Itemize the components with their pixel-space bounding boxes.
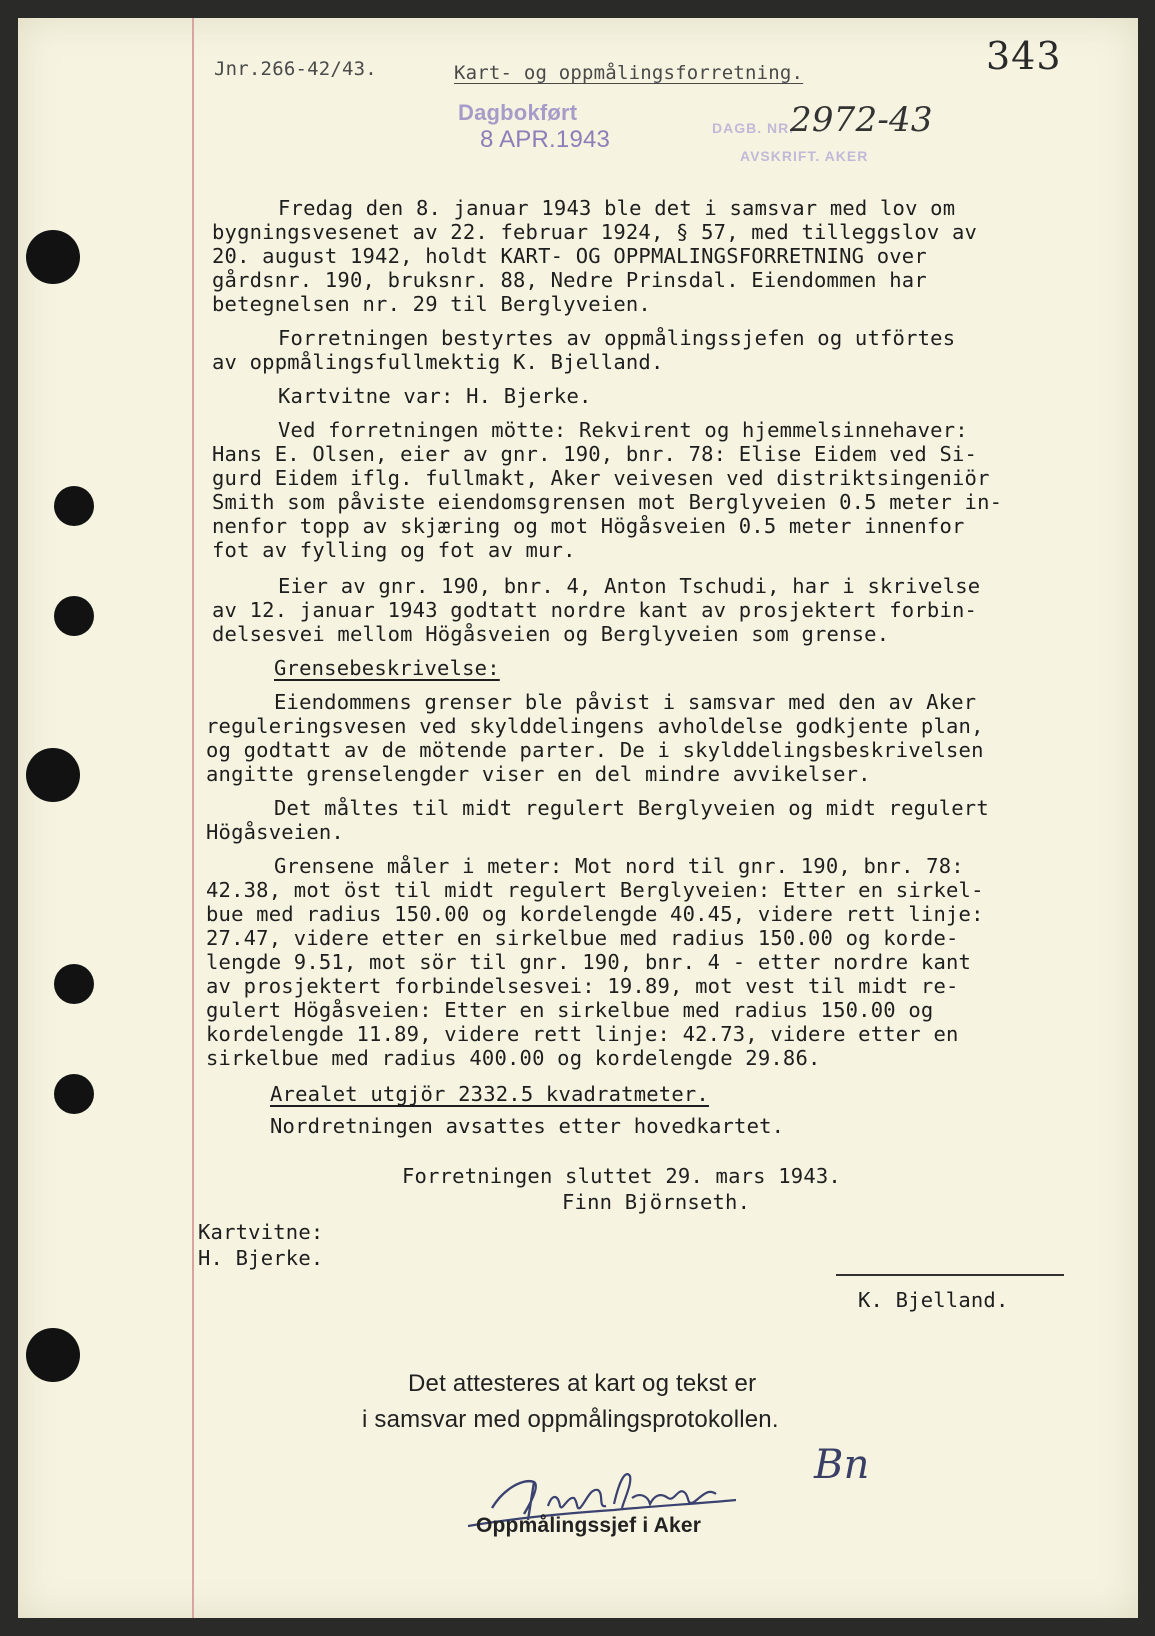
body-line: Ved forretningen mötte: Rekvirent og hjemmelsinnehaver: [278, 418, 968, 442]
area-statement: Arealet utgjör 2332.5 kvadratmeter. [270, 1082, 709, 1106]
body-line: Grensene måler i meter: Mot nord til gnr. 190, bnr. 78: [274, 854, 964, 878]
body-line: 20. august 1942, holdt KART- OG OPPMALINGSFORRETNING over [212, 244, 927, 268]
body-line: Fredag den 8. januar 1943 ble det i samsvar med lov om [278, 196, 956, 220]
dagbok-nr-label: DAGB. NR. [712, 120, 795, 136]
witness-label: Kartvitne: [198, 1220, 324, 1244]
body-line: reguleringsvesen ved skylddelingens avholdelse godkjente plan, [206, 714, 984, 738]
body-line: og godtatt av de mötende parter. De i skylddelingsbeskrivelsen [206, 738, 984, 762]
body-line: Smith som påviste eiendomsgrensen mot Berglyveien 0.5 meter in- [212, 490, 1003, 514]
punch-hole [54, 596, 94, 636]
body-line: Det måltes til midt regulert Berglyveien og midt regulert [274, 796, 989, 820]
punch-hole [26, 748, 80, 802]
body-line: kordelengde 11.89, videre rett linje: 42.73, videre etter en [206, 1022, 959, 1046]
body-line: delsesvei mellom Högåsveien og Berglyveien som grense. [212, 622, 890, 646]
attestation-line: i samsvar med oppmålingsprotokollen. [362, 1406, 779, 1433]
signature-line [836, 1274, 1064, 1276]
witness-name: H. Bjerke. [198, 1246, 324, 1270]
body-line: Forretningen bestyrtes av oppmålingssjefen og utförtes [278, 326, 956, 350]
body-line: 27.47, videre etter en sirkelbue med radius 150.00 og korde- [206, 926, 959, 950]
body-line: nenfor topp av skjæring og mot Högåsveien 0.5 meter innenfor [212, 514, 965, 538]
dagbok-nr-value: 2972-43 [790, 100, 933, 140]
initials-signature: Bn [814, 1442, 870, 1488]
body-line: sirkelbue med radius 400.00 og kordelengde 29.86. [206, 1046, 821, 1070]
body-line: gårdsnr. 190, bruksnr. 88, Nedre Prinsdal. Eiendommen har [212, 268, 927, 292]
north-statement: Nordretningen avsattes etter hovedkartet. [270, 1114, 785, 1138]
body-line: Eiendommens grenser ble påvist i samsvar med den av Aker [274, 690, 977, 714]
punch-hole [54, 1074, 94, 1114]
avskrift-stamp: AVSKRIFT. AKER [740, 148, 869, 164]
body-line: Eier av gnr. 190, bnr. 4, Anton Tschudi, har i skrivelse [278, 574, 981, 598]
punch-hole [26, 1328, 80, 1382]
body-line: fot av fylling og fot av mur. [212, 538, 576, 562]
dagbokfort-stamp-label: Dagbokført [458, 100, 578, 125]
body-line: bygningsvesenet av 22. februar 1924, § 57, med tilleggslov av [212, 220, 978, 244]
punch-hole [54, 964, 94, 1004]
section-heading: Grensebeskrivelse: [274, 656, 500, 680]
body-line: av oppmålingsfullmektig K. Bjelland. [212, 350, 664, 374]
punch-hole [54, 486, 94, 526]
document-page [18, 18, 1138, 1618]
body-line: betegnelsen nr. 29 til Berglyveien. [212, 292, 651, 316]
attestation-line: Det attesteres at kart og tekst er [408, 1370, 757, 1397]
dagbokfort-stamp-date: 8 APR.1943 [480, 126, 611, 153]
body-line: Kartvitne var: H. Bjerke. [278, 384, 592, 408]
signer-name: Finn Björnseth. [562, 1190, 751, 1214]
body-line: 42.38, mot öst til midt regulert Berglyveien: Etter en sirkel- [206, 878, 984, 902]
signer-name: K. Bjelland. [858, 1288, 1009, 1312]
body-line: gulert Högåsveien: Etter en sirkelbue med radius 150.00 og [206, 998, 934, 1022]
body-line: angitte grenselengder viser en del mindre avvikelser. [206, 762, 871, 786]
body-line: bue med radius 150.00 og kordelengde 40.45, videre rett linje: [206, 902, 984, 926]
body-line: Högåsveien. [206, 820, 344, 844]
journal-number: Jnr.266-42/43. [214, 58, 377, 80]
margin-rule [192, 18, 194, 1618]
body-line: Hans E. Olsen, eier av gnr. 190, bnr. 78: Elise Eidem ved Si- [212, 442, 978, 466]
attestation-title: Oppmålingssjef i Aker [476, 1514, 702, 1537]
document-title: Kart- og oppmålingsforretning. [454, 62, 804, 84]
page-number: 343 [986, 34, 1062, 78]
body-line: lengde 9.51, mot sör til gnr. 190, bnr. 4 - etter nordre kant [206, 950, 972, 974]
concluded-statement: Forretningen sluttet 29. mars 1943. [402, 1164, 841, 1188]
body-line: av 12. januar 1943 godtatt nordre kant av prosjektert forbin- [212, 598, 978, 622]
body-line: av prosjektert forbindelsesvei: 19.89, mot vest til midt re- [206, 974, 959, 998]
punch-hole [26, 230, 80, 284]
body-line: gurd Eidem iflg. fullmakt, Aker veivesen ved distriktsingeniör [212, 466, 990, 490]
